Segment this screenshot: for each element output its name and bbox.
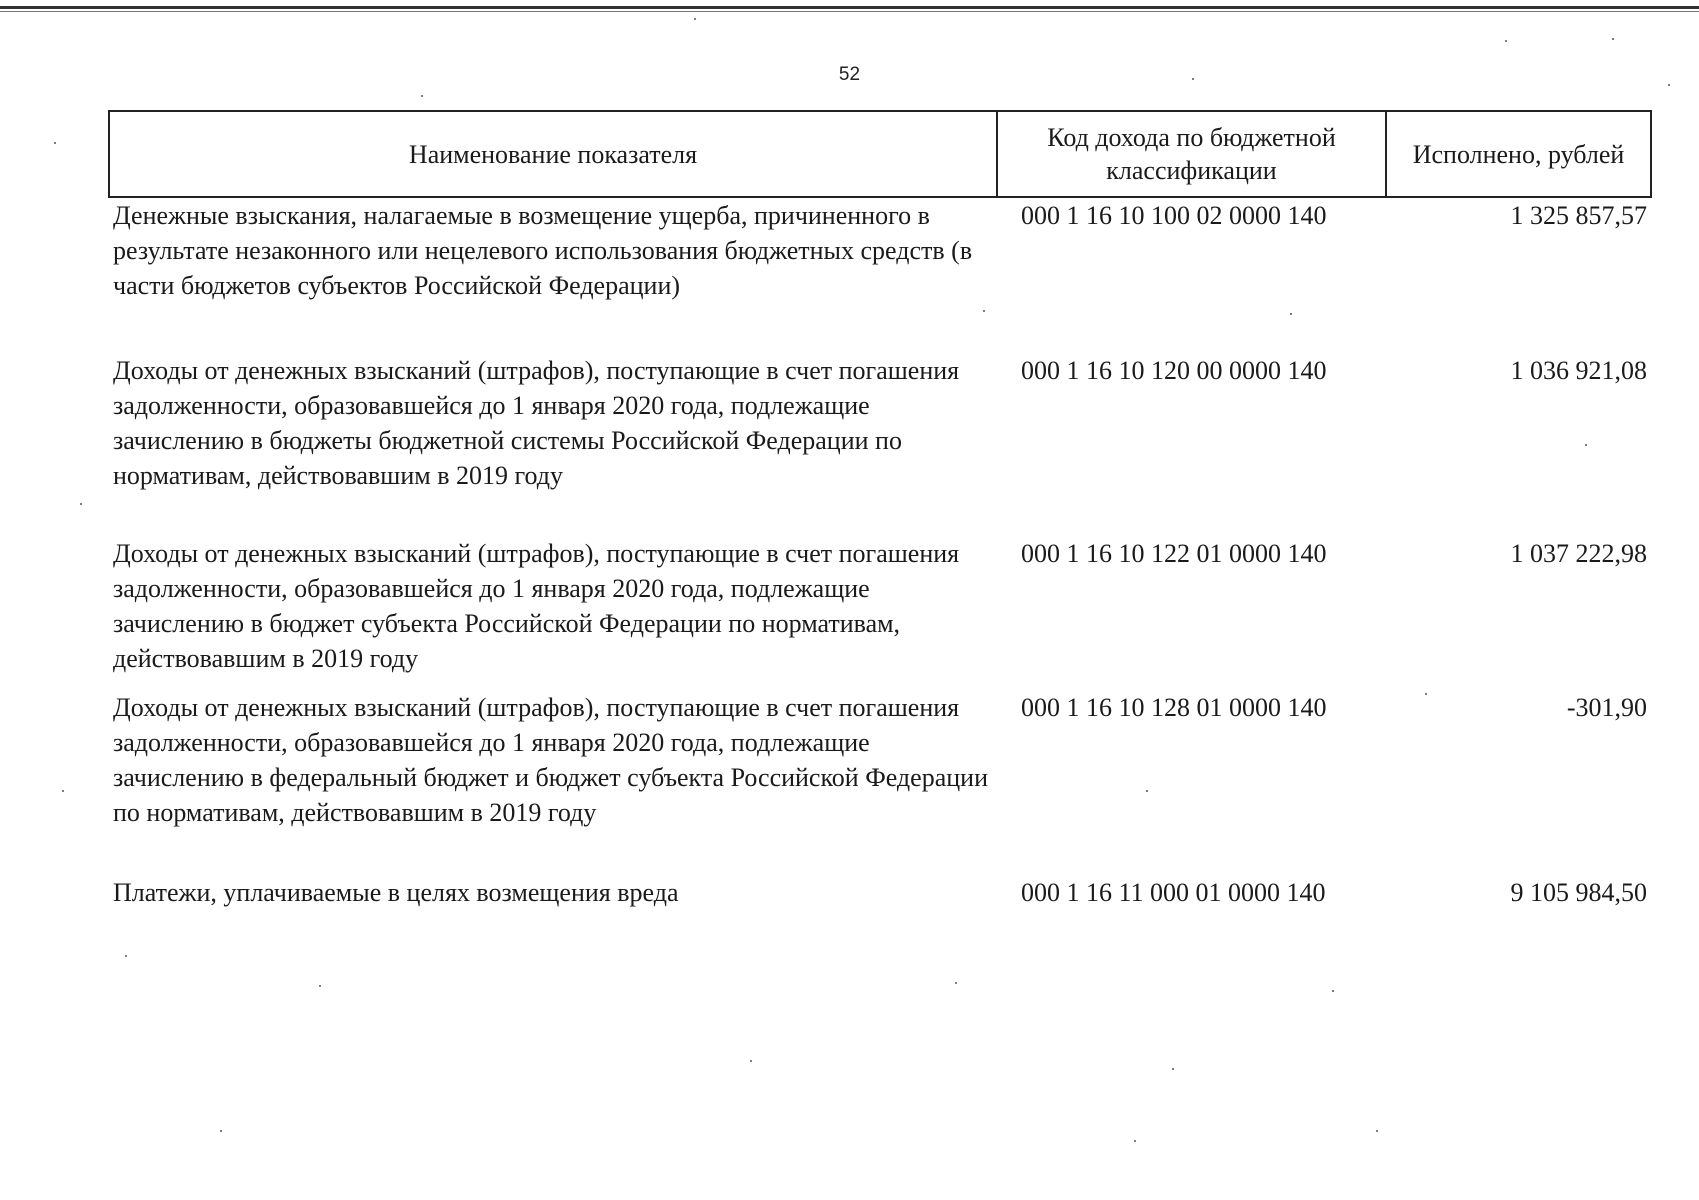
scan-speck [1668, 84, 1670, 86]
income-code-cell: 000 1 16 10 128 01 0000 140 [1021, 693, 1327, 722]
scan-speck [1505, 40, 1507, 42]
income-code-cell: 000 1 16 11 000 01 0000 140 [1021, 878, 1326, 907]
scan-speck [220, 1130, 222, 1132]
table-body [109, 197, 1651, 935]
table-row [109, 197, 1651, 353]
executed-amount-cell: 1 037 222,98 [1510, 539, 1647, 568]
revenue-table [108, 110, 1652, 935]
header-income-code: Код дохода по бюджетной классификации [997, 111, 1386, 197]
indicator-name-cell: Доходы от денежных взысканий (штрафов), поступающие в счет погашения задолженности, образовавшейся до 1 января 2020 года, подлежащие зачислению в федеральный бюджет и бюджет субъекта Российской Федерации по нормативам, действовавшим в 2019 году [113, 693, 988, 827]
indicator-name-cell: Платежи, уплачиваемые в целях возмещения вреда [113, 878, 679, 907]
scan-speck [1585, 444, 1587, 446]
top-border-line-thin [0, 11, 1699, 12]
scan-speck [955, 982, 957, 984]
scan-speck [1290, 313, 1292, 315]
scan-speck [62, 790, 64, 792]
scan-speck [319, 985, 321, 987]
scan-speck [1376, 1130, 1378, 1132]
scan-speck [125, 955, 127, 957]
header-row [109, 111, 1651, 197]
page-number: 52 [838, 64, 861, 85]
scan-speck [694, 18, 696, 20]
table-header [109, 111, 1651, 197]
income-code-cell: 000 1 16 10 122 01 0000 140 [1021, 539, 1327, 568]
table-row [109, 353, 1651, 536]
report-table-container [108, 110, 1650, 935]
header-executed-amount: Исполнено, рублей [1386, 111, 1651, 197]
executed-amount-cell: 9 105 984,50 [1510, 878, 1647, 907]
top-border-line [0, 6, 1699, 9]
executed-amount-cell: 1 325 857,57 [1510, 201, 1647, 230]
executed-amount-cell: -301,90 [1566, 693, 1647, 722]
scan-speck [54, 142, 56, 144]
scan-speck [1425, 693, 1427, 695]
executed-amount-cell: 1 036 921,08 [1510, 356, 1647, 385]
scan-speck [80, 503, 82, 505]
scan-speck [1146, 790, 1148, 792]
indicator-name-cell: Доходы от денежных взысканий (штрафов), поступающие в счет погашения задолженности, образовавшейся до 1 января 2020 года, подлежащие зачислению в бюджеты бюджетной системы Российской Федерации по нормативам, действовавшим в 2019 году [113, 356, 960, 490]
header-indicator-name: Наименование показателя [109, 111, 997, 197]
table-row [109, 875, 1651, 935]
table-row [109, 536, 1651, 690]
income-code-cell: 000 1 16 10 100 02 0000 140 [1021, 201, 1327, 230]
scan-speck [1332, 990, 1334, 992]
scan-speck [1192, 78, 1194, 80]
scan-speck [1612, 38, 1614, 40]
scan-speck [421, 95, 423, 97]
scan-speck [983, 310, 985, 312]
income-code-cell: 000 1 16 10 120 00 0000 140 [1021, 356, 1327, 385]
scan-speck [750, 1060, 752, 1062]
scan-speck [1172, 1068, 1174, 1070]
indicator-name-cell: Денежные взыскания, налагаемые в возмещение ущерба, причиненного в результате незаконного или нецелевого использования бюджетных средств (в части бюджетов субъектов Российской Федерации) [113, 201, 973, 300]
table-row [109, 690, 1651, 875]
scan-speck [1134, 1140, 1136, 1142]
indicator-name-cell: Доходы от денежных взысканий (штрафов), поступающие в счет погашения задолженности, образовавшейся до 1 января 2020 года, подлежащие зачислению в бюджет субъекта Российской Федерации по нормативам, действовавшим в 2019 году [113, 539, 960, 673]
